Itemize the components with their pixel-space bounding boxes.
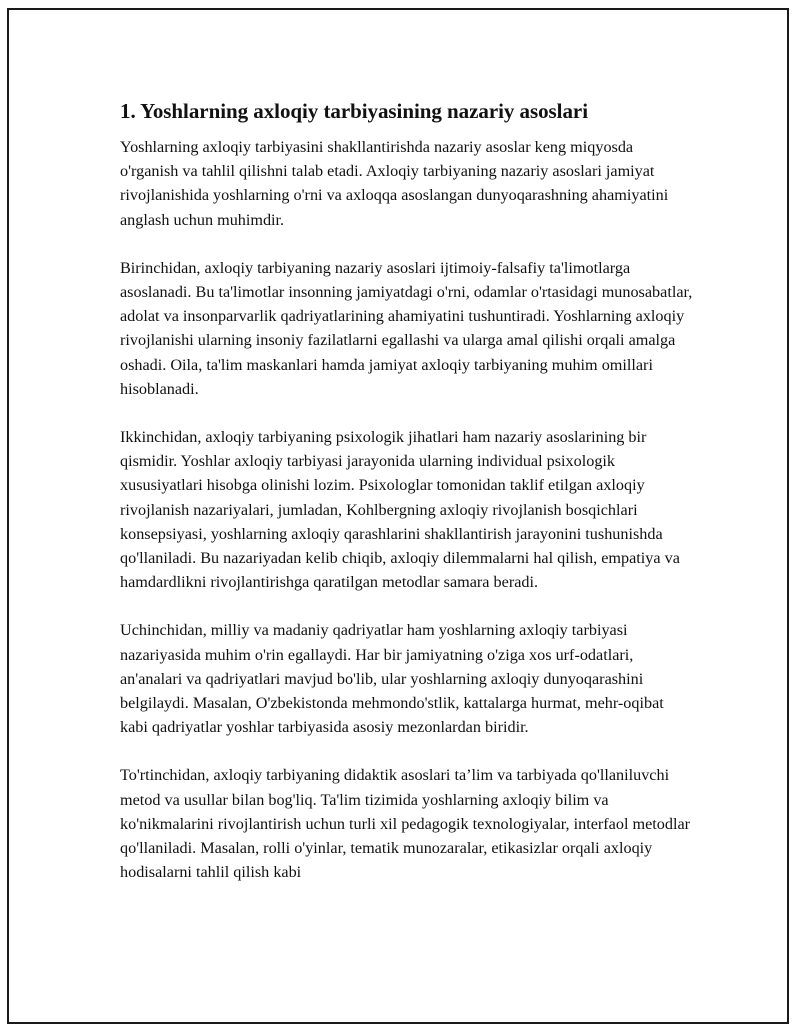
section-heading: 1. Yoshlarning axloqiy tarbiyasining nazariy asoslari bbox=[120, 99, 588, 123]
paragraph-third: Uchinchidan, milliy va madaniy qadriyatlar ham yoshlarning axloqiy tarbiyasi nazariyasida muhim o'rin egallaydi. Har bir jamiyatning o'ziga xos urf-odatlari, an'analari va qadriyatlari mavjud bo'lib, ular yoshlarning axloqiy dunyoqarashini belgilaydi. Masalan, O'zbekistonda mehmondo'stlik, kattalarga hurmat, mehr-oqibat kabi qadriyatlar yoshlar tarbiyasida asosiy mezonlardan biridir. bbox=[120, 621, 664, 737]
page-frame bbox=[7, 8, 789, 1024]
paragraph-intro: Yoshlarning axloqiy tarbiyasini shakllantirishda nazariy asoslar keng miqyosda o'rganish va tahlil qilishni talab etadi. Axloqiy tarbiyaning nazariy asoslari jamiyat rivojlanishida yoshlarning o'rni va axloqqa asoslangan dunyoqarashning ahamiyatini anglash uchun muhimdir. bbox=[120, 138, 669, 229]
document-body bbox=[120, 97, 695, 908]
paragraph-first: Birinchidan, axloqiy tarbiyaning nazariy asoslari ijtimoiy-falsafiy ta'limotlarga asoslanadi. Bu ta'limotlar insonning jamiyatdagi o'rni, odamlar o'rtasidagi munosabatlar, adolat va insonparvarlik qadriyatlarining ahamiyatini tushuntiradi. Yoshlarning axloqiy rivojlanishi ularning insoniy fazilatlarni egallashi va ularga amal qilishi orqali amalga oshadi. Oila, ta'lim maskanlari hamda jamiyat axloqiy tarbiyaning muhim omillari hisoblanadi. bbox=[120, 258, 693, 398]
paragraph-second: Ikkinchidan, axloqiy tarbiyaning psixologik jihatlari ham nazariy asoslarining bir qismidir. Yoshlar axloqiy tarbiyasi jarayonida ularning individual psixologik xususiyatlari hisobga olinishi lozim. Psixologlar tomonidan taklif etilgan axloqiy rivojlanish nazariyalari, jumladan, Kohlbergning axloqiy rivojlanish bosqichlari konsepsiyasi, yoshlarning axloqiy qarashlarini shakllantirish jarayonini tushunishda qo'llaniladi. Bu nazariyadan kelib chiqib, axloqiy dilemmalarni hal qilish, empatiya va hamdardlikni rivojlantirishga qaratilgan metodlar samara beradi. bbox=[120, 428, 680, 592]
paragraph-fourth: To'rtinchidan, axloqiy tarbiyaning didaktik asoslari ta’lim va tarbiyada qo'llaniluvchi metod va usullar bilan bog'liq. Ta'lim tizimida yoshlarning axloqiy bilim va ko'nikmalarini rivojlantirish uchun turli xil pedagogik texnologiyalar, interfaol metodlar qo'llaniladi. Masalan, rolli o'yinlar, tematik munozaralar, etikasizlar orqali axloqiy hodisalarni tahlil qilish kabi bbox=[120, 766, 691, 882]
